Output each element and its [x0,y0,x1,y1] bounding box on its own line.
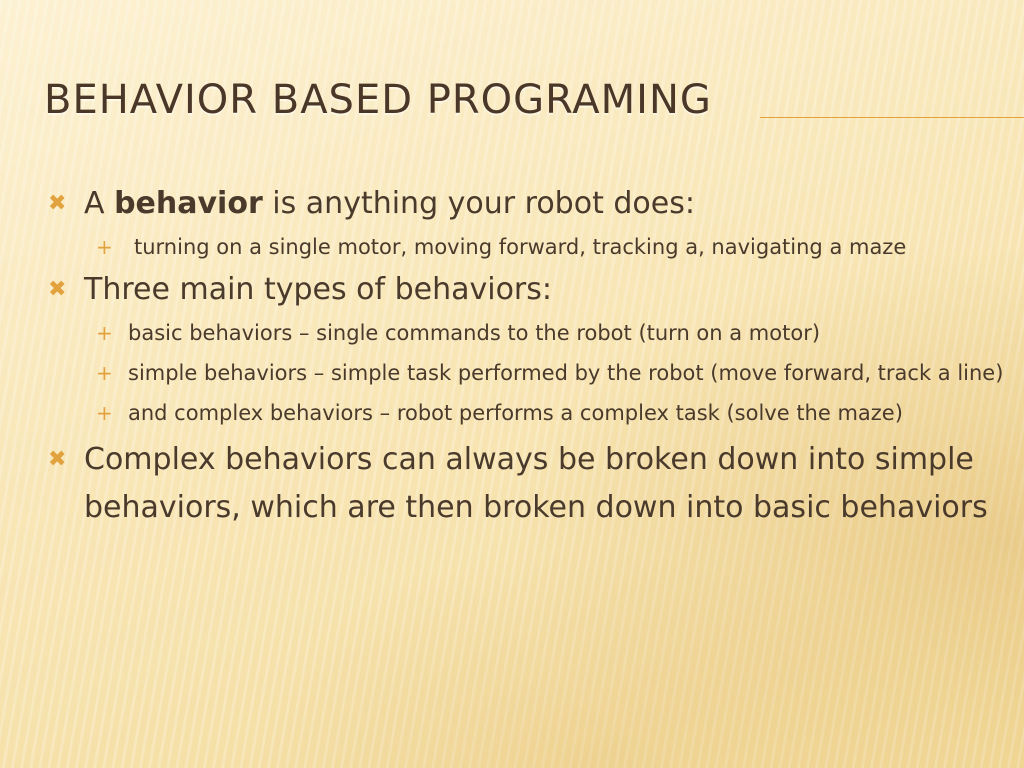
bullet-prefix: A [84,186,105,221]
slide-content [48,184,1008,538]
sub-bullet [48,316,1008,350]
slide-title: BEHAVIOR BASED PROGRAMING [44,77,712,123]
bullet-keyword: behavior [114,186,263,221]
plus-bullet-icon: + [96,235,113,259]
plus-bullet-icon: + [96,361,113,385]
x-bullet-icon: ✖ [48,191,67,216]
sub-bullet-text: simple behaviors – simple task performed by the robot (move forward, track a line) [128,361,1004,385]
bullet-behavior-types [48,270,1008,310]
bullet-complex-breakdown [48,436,1008,532]
bullet-text: Three main types of behaviors: [84,272,553,307]
bullet-text: Complex behaviors can always be broken down into simple behaviors, which are then broken down into basic behaviors [84,442,988,525]
plus-bullet-icon: + [96,321,113,345]
sub-bullet-text: and complex behaviors – robot performs a complex task (solve the maze) [128,401,903,425]
bullet-suffix: is anything your robot does: [272,186,695,221]
title-divider [760,117,1024,118]
sub-bullet-text: turning on a single motor, moving forward, tracking a, navigating a maze [134,235,907,259]
bullet-behavior-definition [48,184,1008,224]
sub-bullet [48,356,1008,390]
sub-bullet-text: basic behaviors – single commands to the robot (turn on a motor) [128,321,821,345]
sub-bullet [48,396,1008,430]
sub-bullet [48,230,1008,264]
plus-bullet-icon: + [96,401,113,425]
x-bullet-icon: ✖ [48,277,67,302]
x-bullet-icon: ✖ [48,447,67,472]
